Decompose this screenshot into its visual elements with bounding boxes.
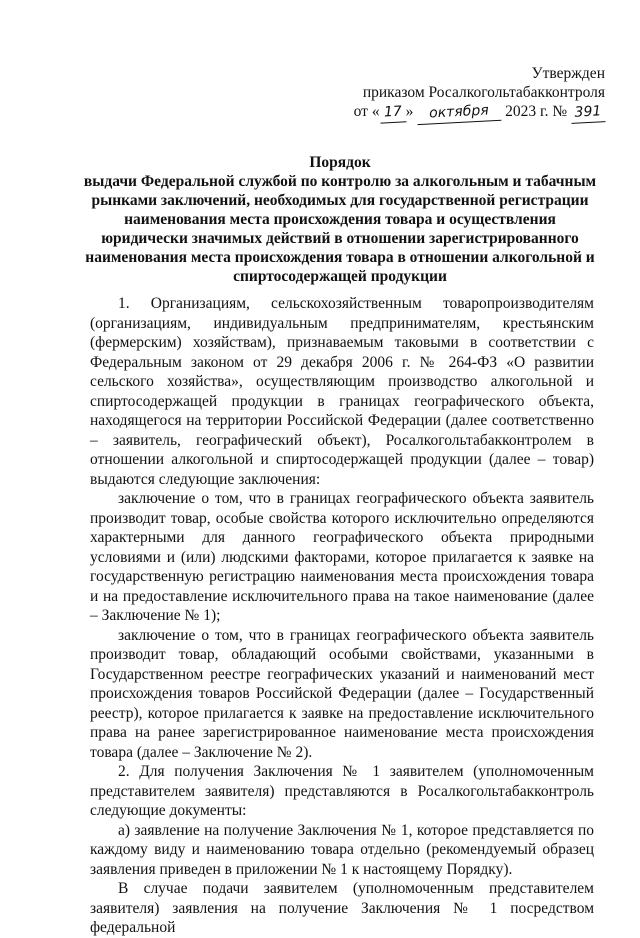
title-line: юридически значимых действий в отношении зарегистрированного xyxy=(101,230,579,247)
title-heading: Порядок xyxy=(309,154,371,171)
title-line: наименования места происхождения товара и осуществления xyxy=(124,211,556,228)
paragraph-2: заключение о том, что в границах географического объекта заявитель производит товар, особые свойства которого исключительно определяются характерными для данного географического объекта природными условиями и (или) людскими факторами, которое прилагается к заявке на государственную регистрацию наименования места происхождения товара и на предоставление исключительного права на такое наименование (далее – Заключение № 1); xyxy=(90,490,594,624)
handwritten-day: 17 xyxy=(379,102,406,123)
title-line: наименования места происхождения товара в отношении алкогольной и xyxy=(85,249,595,266)
title-line: рынками заключений, необходимых для государственной регистрации xyxy=(91,192,589,209)
approval-stamp xyxy=(335,64,605,123)
paragraph-6: В случае подачи заявителем (уполномоченным представителем заявителя) заявления на получение Заключения № 1 посредством федеральной xyxy=(90,880,594,936)
paragraph-1: 1. Организациям, сельскохозяйственным товаропроизводителям (организациям, индивидуальным предпринимателям, крестьянским (фермерским) хозяйствам), признаваемым таковыми в соответствии с Федеральным законом от 29 декабря 2006 г. № 264-ФЗ «О развитии сельского хозяйства», осуществляющим производство алкогольной и спиртосодержащей продукции в границах географического объекта, находящегося на территории Российской Федерации (далее соответственно – заявитель, географический объект), Росалкогольтабакконтролем в отношении алкогольной и спиртосодержащей продукции (далее – товар) выдаются следующие заключения: xyxy=(90,295,594,488)
approval-line-2: приказом Росалкогольтабакконтроля xyxy=(362,84,605,101)
document-title xyxy=(80,153,600,286)
handwritten-month: октября xyxy=(417,101,502,125)
document-body xyxy=(90,294,594,938)
approval-year: 2023 г. № xyxy=(505,103,568,120)
title-line: выдачи Федеральной службой по контролю за алкогольным и табачным xyxy=(83,173,597,190)
approval-date-prefix: от « xyxy=(353,103,380,120)
paragraph-3: заключение о том, что в границах географического объекта заявитель производит товар, обладающий особыми свойствами, указанными в Государственном реестре географических указаний и наименований мест происхождения товаров Российской Федерации (далее – Государственный реестр), которое прилагается к заявке на предоставление исключительного права на ранее зарегистрированное наименование места происхождения товара (далее – Заключение № 2). xyxy=(90,626,594,761)
paragraph-5: а) заявление на получение Заключения № 1, которое представляется по каждому виду и наименованию товара отдельно (рекомендуемый образец заявления приведен в приложении № 1 к настоящему Порядку). xyxy=(90,821,594,878)
approval-line-1: Утвержден xyxy=(531,65,605,82)
paragraph-4: 2. Для получения Заключения № 1 заявителем (уполномоченным представителем заявителя) представляются в Росалкогольтабакконтроль следующие документы: xyxy=(90,763,594,819)
title-line: спиртосодержащей продукции xyxy=(233,268,447,285)
approval-date-mid: » xyxy=(405,103,414,120)
handwritten-order-number: 391 xyxy=(570,102,605,124)
approval-date-line xyxy=(335,102,605,123)
